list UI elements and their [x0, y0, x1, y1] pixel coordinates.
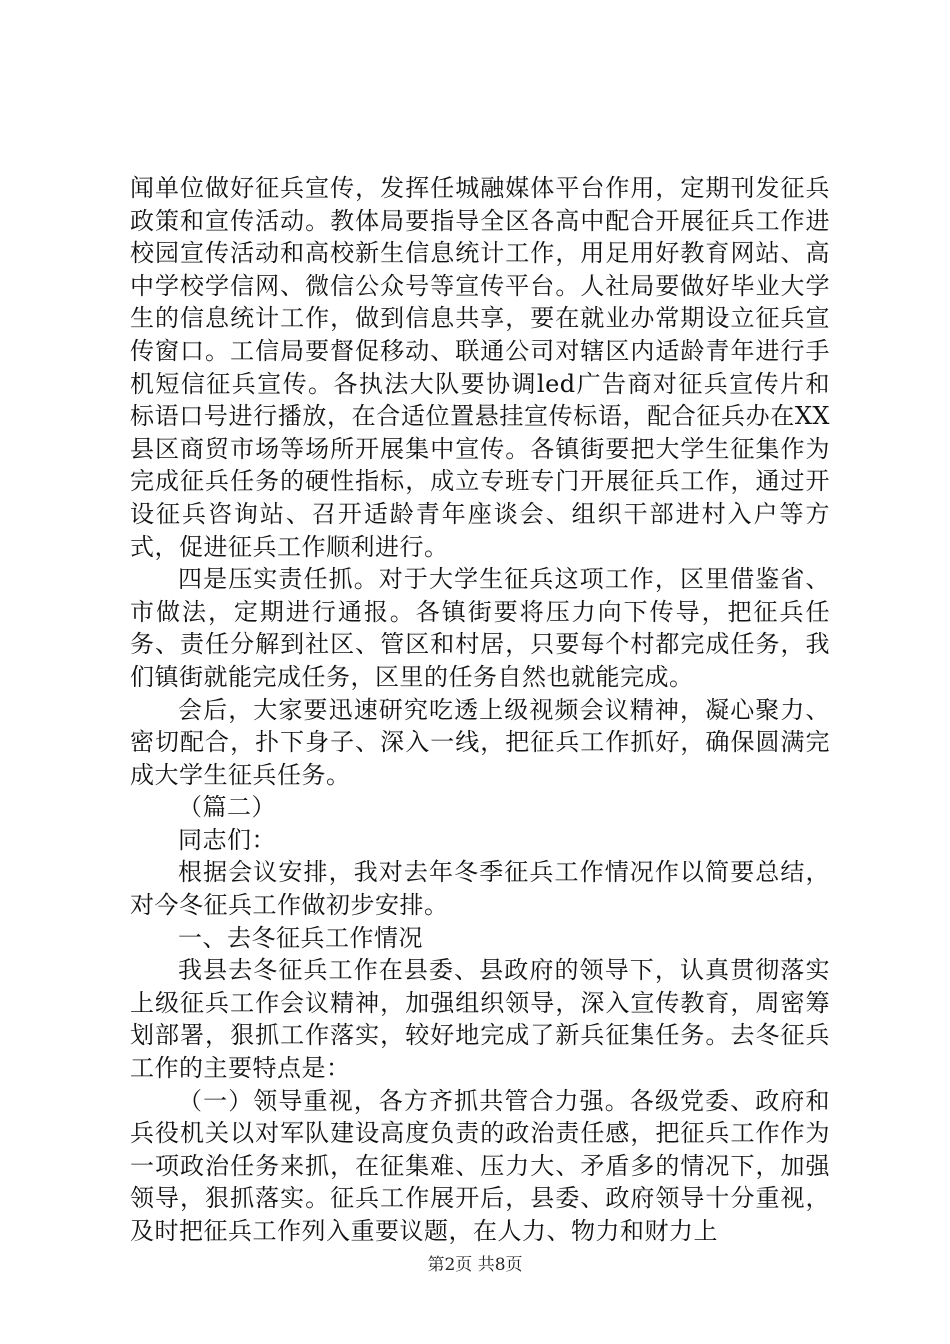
paragraph-3: 会后，大家要迅速研究吃透上级视频会议精神，凝心聚力、密切配合，扑下身子、深入一线，把征兵工作抓好，确保圆满完成大学生征兵任务。 [130, 695, 830, 789]
section-heading: 一、去冬征兵工作情况 [178, 923, 423, 952]
paragraph-intro: 根据会议安排，我对去年冬季征兵工作情况作以简要总结，对今冬征兵工作做初步安排。 [130, 858, 830, 920]
section-marker: （篇二） [178, 793, 276, 822]
document-body [130, 172, 830, 1248]
paragraph-1: 闻单位做好征兵宣传，发挥任城融媒体平台作用，定期刊发征兵政策和宣传活动。教体局要指导全区各高中配合开展征兵工作进校园宣传活动和高校新生信息统计工作，用足用好教育网站、高中学校学信网、微信公众号等宣传平台。人社局要做好毕业大学生的信息统计工作，做到信息共享，要在就业办常期设立征兵宣传窗口。工信局要督促移动、联通公司对辖区内适龄青年进行手机短信征兵宣传。各执法大队要协调led广告商对征兵宣传片和标语口号进行播放，在合适位置悬挂宣传标语，配合征兵办在XX县区商贸市场等场所开展集中宣传。各镇街要把大学生征集作为完成征兵任务的硬性指标，成立专班专门开展征兵工作，通过开设征兵咨询站、召开适龄青年座谈会、组织干部进村入户等方式，促进征兵工作顺利进行。 [130, 174, 830, 561]
paragraph-summary: 我县去冬征兵工作在县委、县政府的领导下，认真贯彻落实上级征兵工作会议精神，加强组织领导，深入宣传教育，周密筹划部署，狠抓工作落实，较好地完成了新兵征集任务。去冬征兵工作的主要特点是： [130, 956, 830, 1083]
paragraph-point-1: （一）领导重视，各方齐抓共管合力强。各级党委、政府和兵役机关以对军队建设高度负责的政治责任感，把征兵工作作为一项政治任务来抓，在征集难、压力大、矛盾多的情况下，加强领导，狠抓落实。征兵工作展开后，县委、政府领导十分重视，及时把征兵工作列入重要议题，在人力、物力和财力上 [130, 1086, 830, 1245]
page-number: 第2页 共8页 [427, 1255, 523, 1275]
paragraph-2: 四是压实责任抓。对于大学生征兵这项工作，区里借鉴省、市做法，定期进行通报。各镇街要将压力向下传导，把征兵任务、责任分解到社区、管区和村居，只要每个村都完成任务，我们镇街就能完成任务，区里的任务自然也就能完成。 [130, 565, 830, 691]
salutation: 同志们： [178, 825, 276, 854]
